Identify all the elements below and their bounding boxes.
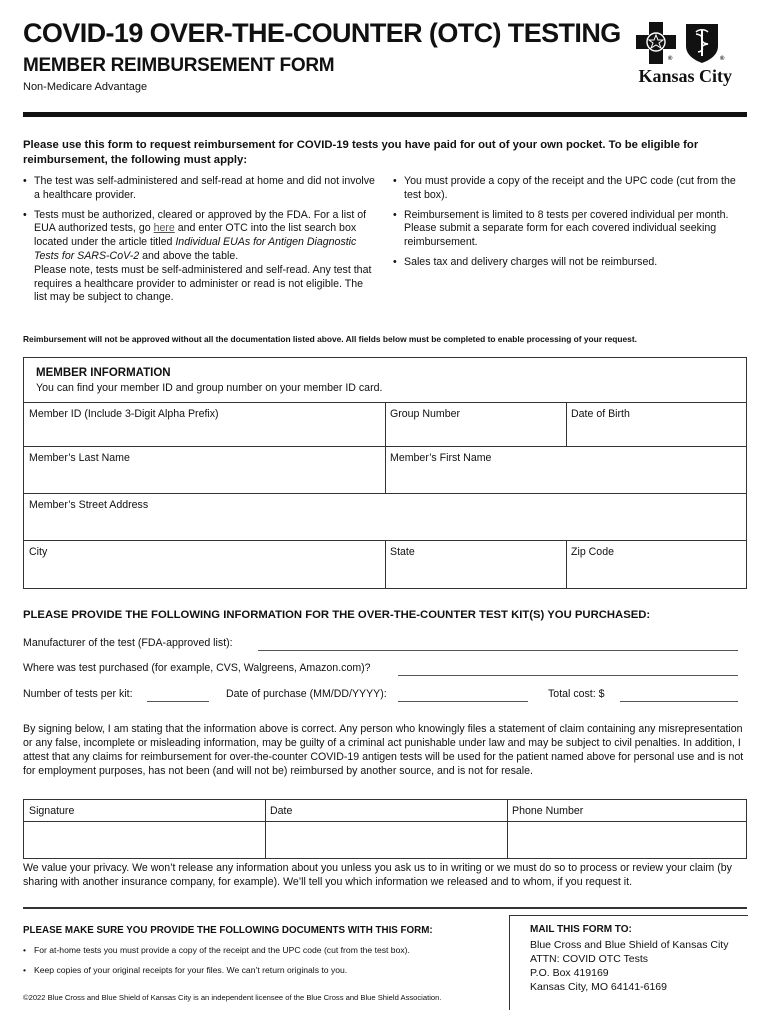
eligibility-list-left [23, 175, 375, 311]
list-item: • Reimbursement is limited to 8 tests per covered individual per month. Please submit a separate form for each covered individual seeking reimbursement. [393, 209, 747, 250]
first-name-field[interactable]: Member’s First Name [390, 452, 492, 464]
date-of-birth-field[interactable]: Date of Birth [571, 408, 630, 420]
logo-city-text: Kansas City [638, 66, 732, 86]
address-line: Blue Cross and Blue Shield of Kansas City [530, 939, 729, 951]
signature-field[interactable]: Signature [29, 805, 75, 817]
zip-code-field[interactable]: Zip Code [571, 546, 614, 558]
manufacturer-input[interactable] [258, 650, 738, 651]
eua-list-link[interactable]: here [153, 222, 175, 235]
address-line: P.O. Box 419169 [530, 967, 609, 979]
attestation-text: By signing below, I am stating that the information above is correct. Any person who knowingly files a statement of claim containing any misrepresentation or any false, incomplete or misleading information, may be guilty of a criminal act punishable under law and may be subject to civil penalties. In addition, I attest that any claims for reimbursement for over-the-counter COVID-19 antigen tests will be used for the patient named above for personal use and is not for employment purposes, has not been (and will not be) reimbursed by another source, and is not for resale. [23, 723, 744, 777]
mailing-address [530, 938, 728, 994]
tests-per-kit-input[interactable] [147, 701, 209, 702]
group-number-field[interactable]: Group Number [390, 408, 461, 420]
address-line: Kansas City, MO 64141-6169 [530, 981, 667, 993]
documents-title: PLEASE MAKE SURE YOU PROVIDE THE FOLLOWING DOCUMENTS WITH THIS FORM: [23, 925, 433, 936]
list-item: • You must provide a copy of the receipt and the UPC code (cut from the test box). [393, 175, 747, 203]
purchase-date-input[interactable] [398, 701, 528, 702]
documents-and-mailing-section [23, 907, 747, 1013]
documents-list [23, 944, 493, 984]
manufacturer-label: Manufacturer of the test (FDA-approved list): [23, 637, 233, 649]
list-item: • Sales tax and delivery charges will not be reimbursed. [393, 256, 747, 270]
tests-per-kit-label: Number of tests per kit: [23, 688, 133, 700]
list-item: • For at-home tests you must provide a copy of the receipt and the UPC code (cut from the test box). [23, 944, 493, 956]
city-field[interactable]: City [29, 546, 48, 558]
list-item: • Keep copies of your original receipts for your files. We can’t return originals to you. [23, 964, 493, 976]
privacy-notice: We value your privacy. We won’t release any information about you unless you ask us to in writing or we must do so to process or review your claim (by sharing with another insurance company, for example). We’ll tell you which information we released and to whom, if you request it. [23, 862, 732, 888]
section-title: MEMBER INFORMATION [36, 367, 171, 379]
list-item: • Tests must be authorized, cleared or approved by the FDA. For a list of EUA authorized tests, go here and enter OTC into the list search box located under the article titled Individual EUAs for Antigen Diagnostic Tests for SARS-CoV-2 and above the table. Please note, tests must be self-administered and self-read. Any test that requires a healthcare provider to administer or read is not eligible. The list may be subject to change. [23, 209, 375, 306]
address-line: ATTN: COVID OTC Tests [530, 953, 649, 965]
member-information-section [23, 357, 747, 589]
total-cost-input[interactable] [620, 701, 738, 702]
form-title: COVID-19 OVER-THE-COUNTER (OTC) TESTING [23, 18, 621, 48]
state-field[interactable]: State [390, 546, 415, 558]
mailing-address-box [509, 915, 748, 1010]
signature-date-field[interactable]: Date [270, 805, 293, 817]
mail-title: MAIL THIS FORM TO: [530, 924, 632, 935]
plan-variant: Non-Medicare Advantage [23, 81, 148, 93]
note-text: Please note, tests must be self-administered and self-read. Any test that requires a healthcare provider to administer or read is not eligible. The list may be subject to change. [34, 263, 372, 304]
list-item: • The test was self-administered and self-read at home and did not involve a healthcare provider. [23, 175, 375, 203]
last-name-field[interactable]: Member’s Last Name [29, 452, 130, 464]
eligibility-list-right [393, 175, 747, 276]
test-kit-section-title: PLEASE PROVIDE THE FOLLOWING INFORMATION FOR THE OVER-THE-COUNTER TEST KIT(S) YOU PURCHASED: [23, 609, 651, 621]
bcbs-logo: ® ® Kansas City [632, 18, 732, 92]
member-id-field[interactable]: Member ID (Include 3-Digit Alpha Prefix) [29, 408, 219, 420]
purchase-date-label: Date of purchase (MM/DD/YYYY): [226, 688, 387, 700]
documentation-warning: Reimbursement will not be approved without all the documentation listed above. All fields below must be completed to enable processing of your request. [23, 334, 637, 344]
signature-section [23, 799, 747, 859]
copyright-notice: ©2022 Blue Cross and Blue Shield of Kansas City is an independent licensee of the Blue Cross and Blue Shield Association. [23, 993, 442, 1002]
article-title: Individual EUAs for Antigen Diagnostic Tests for SARS-CoV-2 [34, 236, 357, 262]
header-divider [23, 112, 747, 117]
section-subtitle: You can find your member ID and group number on your member ID card. [36, 382, 383, 394]
phone-number-field[interactable]: Phone Number [512, 805, 584, 817]
purchase-location-label: Where was test purchased (for example, CVS, Walgreens, Amazon.com)? [23, 662, 371, 674]
blue-shield-icon [684, 22, 720, 64]
street-address-field[interactable]: Member’s Street Address [29, 499, 149, 511]
form-subtitle: MEMBER REIMBURSEMENT FORM [23, 55, 335, 76]
purchase-location-input[interactable] [398, 675, 738, 676]
eligibility-intro: Please use this form to request reimbursement for COVID-19 tests you have paid for out of your own pocket. To be eligible for reimbursement, the following must apply: [23, 139, 699, 166]
total-cost-label: Total cost: $ [548, 688, 605, 700]
